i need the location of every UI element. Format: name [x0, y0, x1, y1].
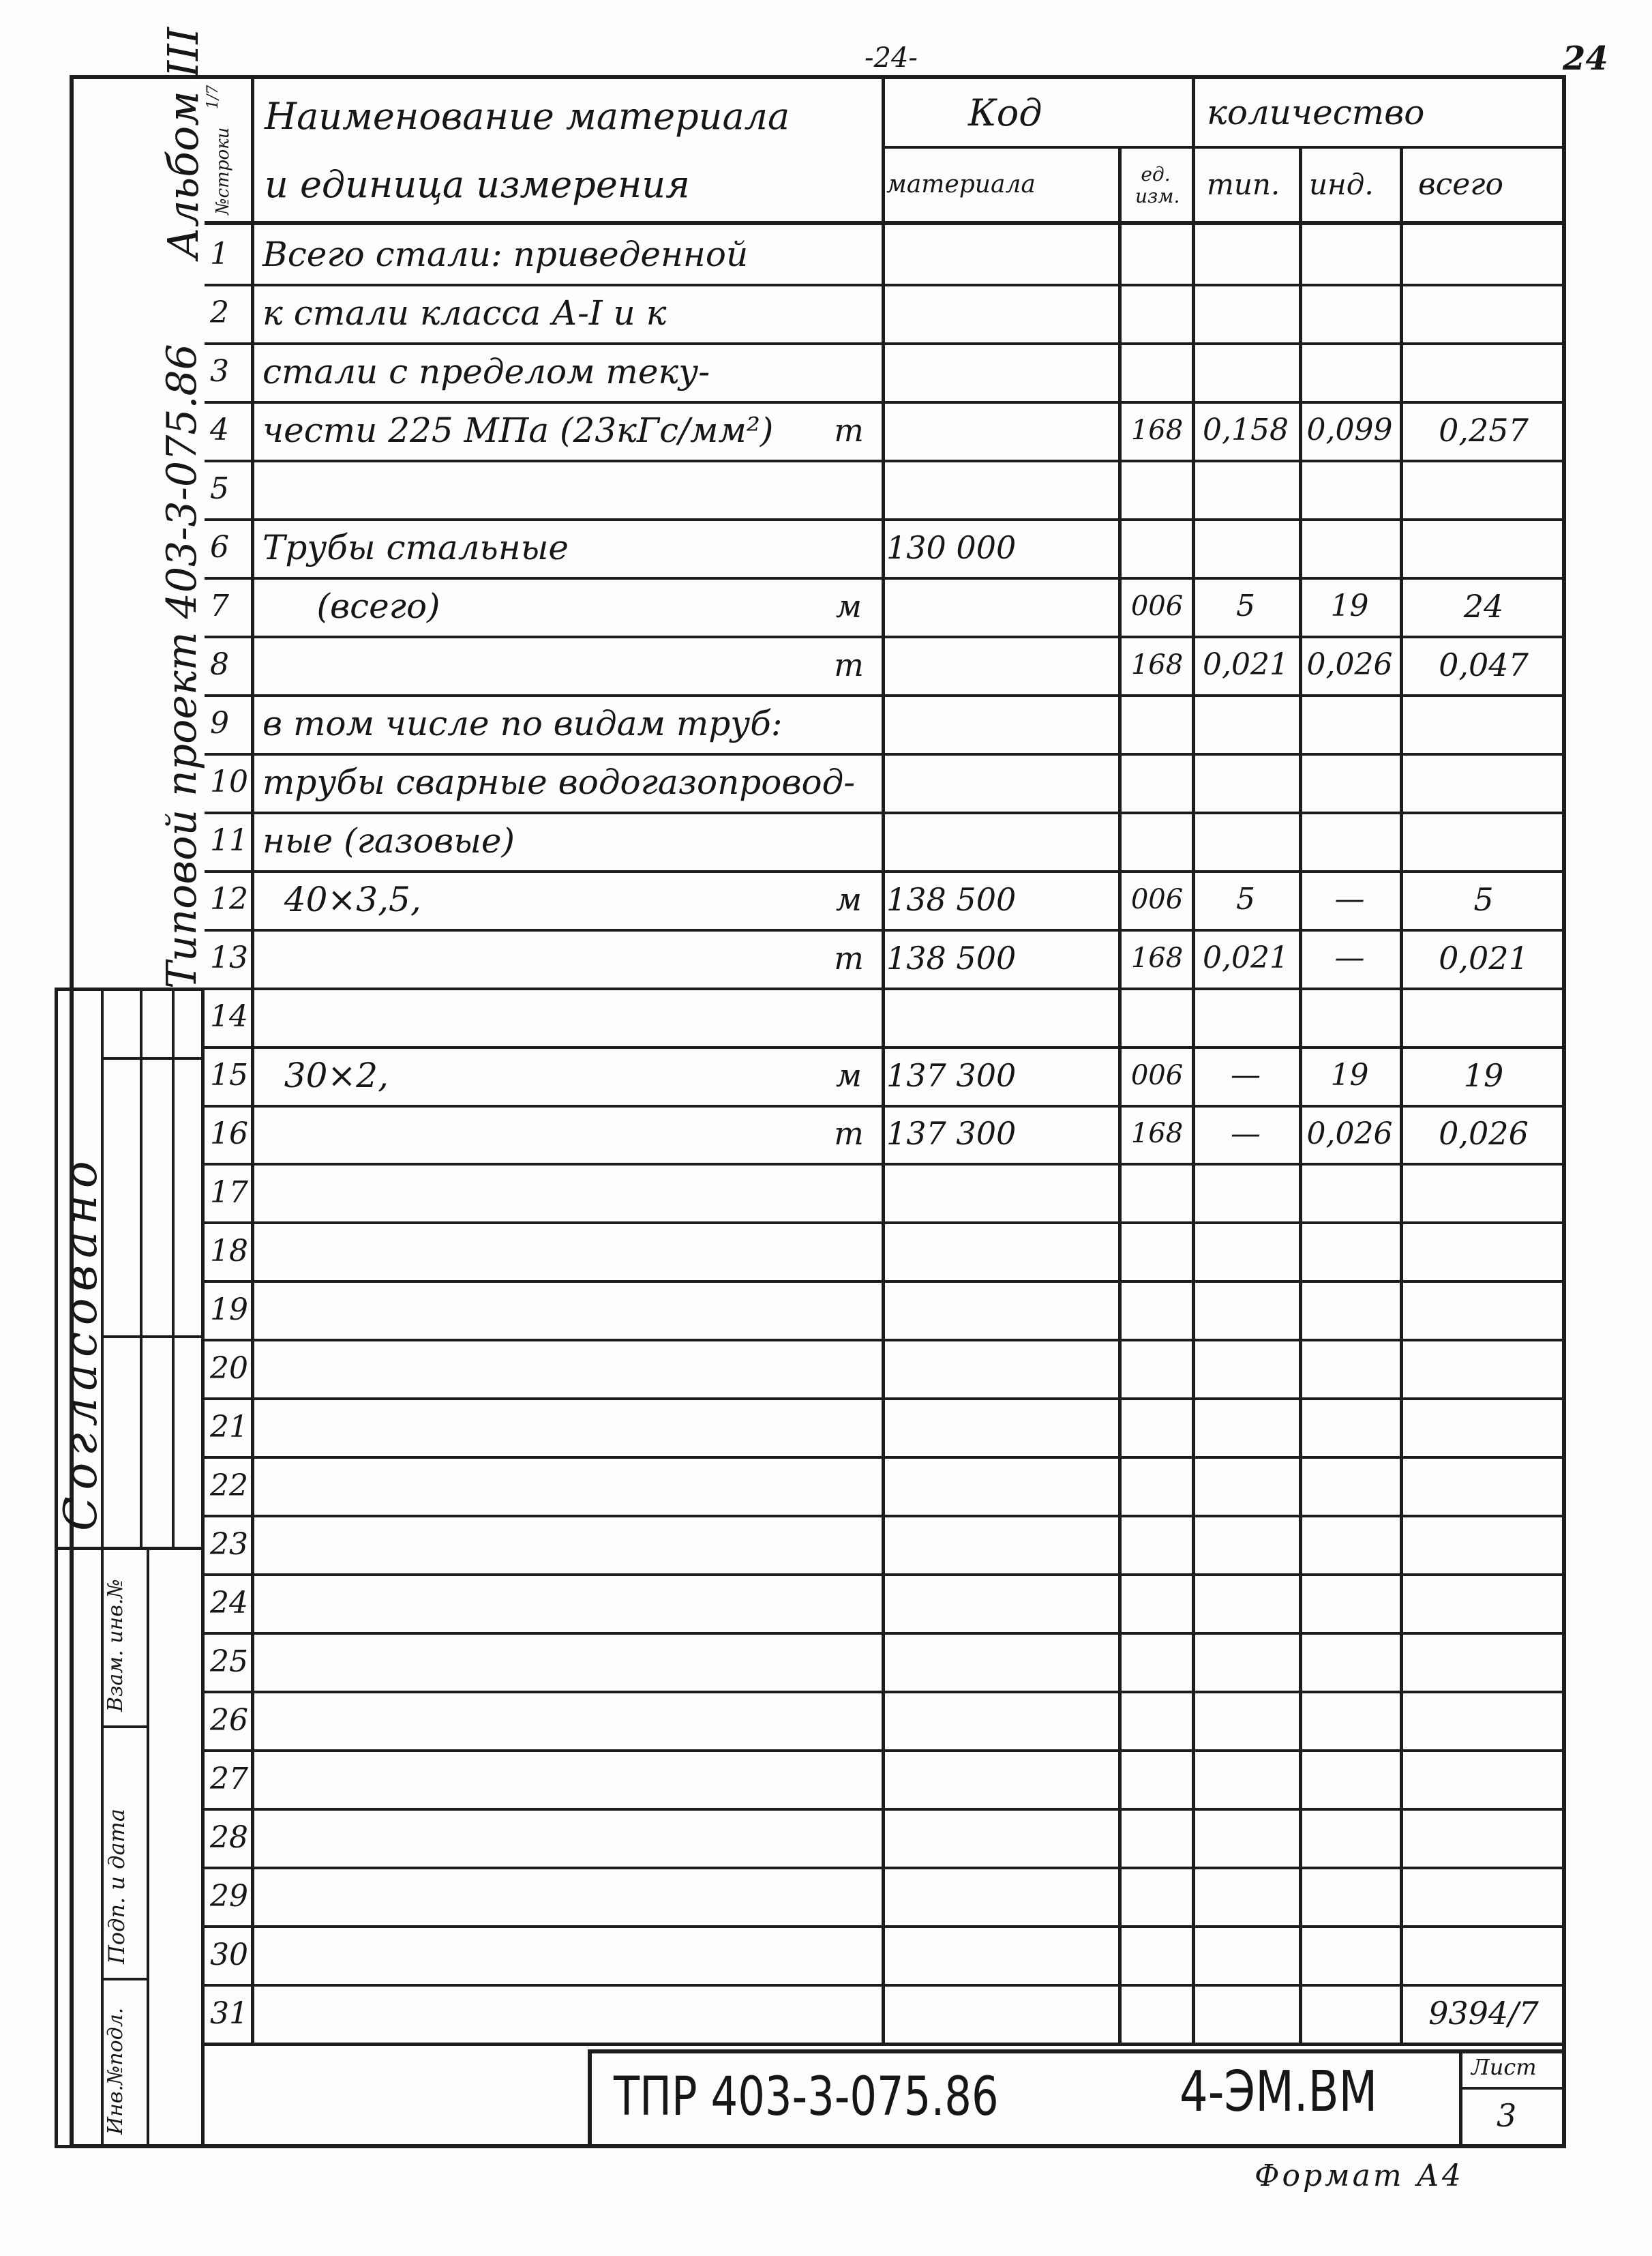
- header-q-typ: тип.: [1207, 167, 1280, 201]
- cell-code: [886, 1867, 1111, 1925]
- cell-unit: [818, 1808, 880, 1867]
- cell-code: 130 000: [886, 529, 1017, 566]
- cell-total: 5: [1473, 880, 1494, 918]
- stamp-inv-orig: Инв.№подл.: [104, 2007, 127, 2135]
- cell-total: [1403, 988, 1564, 1046]
- cell-unit: [818, 1984, 880, 2043]
- cell-ind: [1301, 988, 1398, 1046]
- cell-num: 31: [210, 1995, 248, 2031]
- cell-code: [886, 1925, 1111, 1984]
- cell-eu: [1124, 518, 1190, 577]
- cell-unit: [818, 1515, 880, 1573]
- doc-code: ТПР 403-3-075.86: [614, 2066, 999, 2128]
- cell-num: 26: [210, 1702, 248, 1738]
- cell-name: [262, 988, 822, 1046]
- cell-code: [886, 753, 1111, 812]
- cell-num: 4: [210, 413, 229, 448]
- cell-unit: [818, 342, 880, 401]
- cell-name: ные (газовые): [262, 820, 515, 861]
- cell-ind: [1301, 1163, 1398, 1221]
- cell-name: [262, 1749, 822, 1808]
- cell-unit: [818, 1749, 880, 1808]
- cell-num: 30: [210, 1937, 248, 1972]
- cell-total: [1403, 753, 1564, 812]
- cell-typ: [1195, 988, 1297, 1046]
- cell-num: 27: [210, 1761, 248, 1796]
- cell-total: [1403, 812, 1564, 870]
- cell-total: [1403, 1925, 1564, 1984]
- cell-ind: [1301, 1691, 1398, 1749]
- project-label: Типовой проект 403-3-075.86: [158, 344, 206, 989]
- cell-num: 9: [210, 706, 229, 741]
- cell-name: [262, 929, 822, 988]
- cell-total: [1403, 1573, 1564, 1632]
- cell-unit: т: [834, 646, 864, 683]
- cell-eu: [1124, 460, 1190, 518]
- cell-total: [1403, 1339, 1564, 1397]
- cell-eu: [1124, 812, 1190, 870]
- cell-unit: м: [835, 1056, 862, 1094]
- cell-typ: [1195, 1515, 1297, 1573]
- cell-num: 15: [210, 1058, 248, 1093]
- header-name-line1: Наименование материала: [265, 94, 790, 138]
- header-name-line2: и единица измерения: [265, 162, 690, 206]
- cell-typ: [1195, 1691, 1297, 1749]
- cell-ind: [1301, 812, 1398, 870]
- cell-eu: 006: [1130, 590, 1184, 622]
- cell-num: 25: [210, 1644, 248, 1679]
- cell-total: [1403, 1221, 1564, 1280]
- cell-code: [886, 1339, 1111, 1397]
- cell-num: 14: [210, 999, 248, 1035]
- cell-num: 10: [210, 765, 248, 800]
- cell-num: 23: [210, 1526, 248, 1562]
- cell-name: [262, 1456, 822, 1515]
- format-label: Формат А4: [1255, 2158, 1464, 2193]
- cell-unit: [818, 1280, 880, 1339]
- cell-eu: [1124, 988, 1190, 1046]
- cell-num: 20: [210, 1350, 248, 1386]
- cell-eu: [1124, 1221, 1190, 1280]
- cell-code: [886, 401, 1111, 460]
- cell-eu: [1124, 1867, 1190, 1925]
- cell-ind: [1301, 1280, 1398, 1339]
- cell-ind: [1301, 753, 1398, 812]
- cell-typ: [1195, 1749, 1297, 1808]
- cell-eu: [1124, 694, 1190, 753]
- cell-ind: [1301, 284, 1398, 342]
- cell-eu: [1124, 1397, 1190, 1456]
- cell-ind: 19: [1330, 1058, 1369, 1093]
- cell-ind: [1301, 1925, 1398, 1984]
- cell-typ: [1195, 694, 1297, 753]
- header-code-unit: [1122, 151, 1190, 220]
- cell-typ: [1195, 753, 1297, 812]
- cell-name: [262, 1984, 822, 2043]
- cell-unit: [818, 1163, 880, 1221]
- cell-name: [262, 1573, 822, 1632]
- cell-ind: 0,026: [1306, 1116, 1393, 1151]
- cell-num: 1: [210, 237, 229, 272]
- cell-ind: —: [1334, 940, 1365, 976]
- cell-ind: [1301, 1867, 1398, 1925]
- stamp-hline-1: [101, 1057, 205, 1060]
- cell-ind: [1301, 1808, 1398, 1867]
- cell-unit: [818, 1456, 880, 1515]
- cell-eu: [1124, 1515, 1190, 1573]
- cell-num: 8: [210, 647, 229, 683]
- table-body: [205, 225, 1566, 2043]
- cell-typ: —: [1231, 1058, 1261, 1093]
- cell-unit: [818, 812, 880, 870]
- cell-code: [886, 1573, 1111, 1632]
- stamp-hline-5: [101, 1978, 147, 1980]
- cell-typ: [1195, 518, 1297, 577]
- cell-typ: [1195, 225, 1297, 284]
- materials-table: [205, 75, 1566, 2043]
- cell-total: 24: [1463, 587, 1504, 625]
- cell-typ: [1195, 1925, 1297, 1984]
- page-number-corner: 24: [1563, 40, 1608, 78]
- cell-code: [886, 1808, 1111, 1867]
- cell-eu: [1124, 1691, 1190, 1749]
- cell-name: к стали класса А-I и к: [262, 293, 667, 333]
- cell-num: 28: [210, 1820, 248, 1855]
- cell-typ: 0,158: [1203, 413, 1289, 448]
- cell-name: [262, 1221, 822, 1280]
- cell-total: 9394/7: [1428, 1995, 1539, 2032]
- cell-unit: [818, 988, 880, 1046]
- cell-num: 2: [210, 295, 229, 331]
- header-q-ind: инд.: [1309, 167, 1374, 201]
- cell-num: 21: [210, 1409, 248, 1444]
- title-sheet-hline: [1459, 2087, 1566, 2090]
- cell-name: [262, 1867, 822, 1925]
- cell-code: [886, 460, 1111, 518]
- cell-num: 29: [210, 1878, 248, 1914]
- cell-total: 19: [1463, 1056, 1504, 1094]
- cell-name: Трубы стальные: [262, 527, 569, 567]
- cell-typ: [1195, 1984, 1297, 2043]
- cell-total: [1403, 1632, 1564, 1691]
- cell-name: [262, 1280, 822, 1339]
- cell-name: в том числе по видам труб:: [262, 703, 783, 743]
- cell-unit: [818, 1339, 880, 1397]
- sheet-number: 3: [1497, 2097, 1517, 2134]
- cell-typ: [1195, 342, 1297, 401]
- cell-ind: [1301, 342, 1398, 401]
- cell-eu: [1124, 225, 1190, 284]
- cell-num: 22: [210, 1468, 248, 1503]
- cell-typ: [1195, 1867, 1297, 1925]
- cell-eu: 168: [1130, 414, 1184, 446]
- cell-eu: [1124, 1632, 1190, 1691]
- cell-code: 138 500: [886, 880, 1017, 918]
- cell-code: 137 300: [886, 1115, 1017, 1153]
- cell-ind: [1301, 1456, 1398, 1515]
- cell-unit: [818, 518, 880, 577]
- cell-total: [1403, 1691, 1564, 1749]
- cell-typ: [1195, 1339, 1297, 1397]
- header-quantity: количество: [1207, 93, 1425, 132]
- cell-ind: [1301, 1749, 1398, 1808]
- header-q-total: всего: [1418, 166, 1504, 202]
- cell-code: [886, 1515, 1111, 1573]
- stamp-vline-4: [147, 1547, 149, 2148]
- title-sheet-vline: [1459, 2049, 1462, 2148]
- cell-typ: [1195, 1573, 1297, 1632]
- cell-num: 11: [210, 823, 248, 859]
- cell-name: [262, 1163, 822, 1221]
- cell-typ: [1195, 1397, 1297, 1456]
- cell-unit: [818, 460, 880, 518]
- cell-total: 0,026: [1439, 1115, 1529, 1153]
- cell-code: [886, 1984, 1111, 2043]
- cell-unit: [818, 1867, 880, 1925]
- cell-name: Всего стали: приведенной: [262, 234, 749, 274]
- cell-eu: 006: [1130, 1059, 1184, 1091]
- album-label: Альбом III: [158, 27, 208, 259]
- stamp-inv-replace: Взам. инв.№: [104, 1579, 127, 1712]
- cell-eu: [1124, 1456, 1190, 1515]
- cell-typ: [1195, 1163, 1297, 1221]
- stamp-sign-date: Подп. и дата: [104, 1809, 130, 1964]
- cell-ind: [1301, 1632, 1398, 1691]
- header-code: Код: [968, 91, 1042, 134]
- cell-unit: [818, 1632, 880, 1691]
- cell-code: 137 300: [886, 1056, 1017, 1094]
- cell-eu: [1124, 1573, 1190, 1632]
- cell-name: [262, 1515, 822, 1573]
- cell-name: трубы сварные водогазопровод-: [262, 762, 856, 802]
- cell-unit: [818, 225, 880, 284]
- cell-typ: [1195, 1808, 1297, 1867]
- cell-name: [262, 1105, 822, 1163]
- cell-num: 12: [210, 882, 248, 917]
- cell-code: [886, 694, 1111, 753]
- cell-total: [1403, 1808, 1564, 1867]
- cell-unit: [818, 1397, 880, 1456]
- cell-total: [1403, 518, 1564, 577]
- cell-total: [1403, 694, 1564, 753]
- sheet-label: Лист: [1471, 2054, 1537, 2080]
- cell-ind: 0,099: [1306, 413, 1393, 448]
- cell-code: [886, 577, 1111, 636]
- cell-typ: [1195, 1456, 1297, 1515]
- cell-name: [262, 1632, 822, 1691]
- stamp-hline-2: [101, 1335, 205, 1338]
- title-block-top-line: [205, 2043, 1566, 2046]
- cell-num: 19: [210, 1292, 248, 1327]
- cell-eu: 168: [1130, 942, 1184, 974]
- cell-unit: [818, 1925, 880, 1984]
- cell-unit: м: [835, 880, 862, 918]
- cell-ind: [1301, 1221, 1398, 1280]
- cell-code: [886, 988, 1111, 1046]
- cell-typ: —: [1231, 1116, 1261, 1151]
- cell-name: [262, 1925, 822, 1984]
- cell-eu: 006: [1130, 883, 1184, 915]
- cell-total: 0,257: [1439, 411, 1529, 449]
- cell-eu: [1124, 342, 1190, 401]
- header-code-unit-text: ед. изм.: [1135, 163, 1180, 207]
- cell-name: 40×3,5,: [262, 879, 421, 919]
- cell-total: [1403, 225, 1564, 284]
- cell-eu: 168: [1130, 1118, 1184, 1150]
- agreed-label: Согласовано: [55, 1154, 107, 1531]
- cell-total: [1403, 1397, 1564, 1456]
- cell-name: (всего): [262, 586, 440, 626]
- cell-typ: 0,021: [1203, 647, 1289, 683]
- cell-unit: [818, 694, 880, 753]
- cell-eu: [1124, 284, 1190, 342]
- stamp-vline-3: [172, 988, 175, 1547]
- cell-typ: [1195, 460, 1297, 518]
- cell-eu: [1124, 1749, 1190, 1808]
- cell-unit: [818, 1573, 880, 1632]
- cell-unit: т: [834, 939, 864, 977]
- cell-num: 16: [210, 1116, 248, 1151]
- cell-total: [1403, 1456, 1564, 1515]
- cell-typ: [1195, 1632, 1297, 1691]
- cell-total: [1403, 460, 1564, 518]
- cell-code: [886, 1280, 1111, 1339]
- cell-name: чести 225 МПа (23кГс/мм²): [262, 410, 774, 450]
- cell-ind: 0,026: [1306, 647, 1393, 683]
- cell-unit: [818, 753, 880, 812]
- cell-num: 7: [210, 589, 229, 624]
- sheet-code: 4-ЭМ.ВМ: [1180, 2060, 1378, 2124]
- cell-num: 17: [210, 1174, 248, 1210]
- cell-eu: [1124, 1808, 1190, 1867]
- cell-code: [886, 1632, 1111, 1691]
- stamp-hline-3: [55, 1547, 205, 1550]
- cell-eu: 168: [1130, 649, 1184, 681]
- cell-typ: 0,021: [1203, 940, 1289, 976]
- cell-code: [886, 636, 1111, 694]
- cell-num: 24: [210, 1585, 248, 1620]
- cell-ind: [1301, 694, 1398, 753]
- header-code-material: материала: [886, 170, 1036, 198]
- cell-unit: м: [835, 587, 862, 625]
- cell-name: [262, 1339, 822, 1397]
- cell-num: 18: [210, 1233, 248, 1268]
- cell-code: [886, 1691, 1111, 1749]
- cell-num: 3: [210, 354, 229, 389]
- cell-unit: т: [834, 1115, 864, 1153]
- cell-typ: [1195, 1280, 1297, 1339]
- cell-total: [1403, 284, 1564, 342]
- cell-unit: [818, 1691, 880, 1749]
- cell-name: стали с пределом теку-: [262, 351, 710, 391]
- cell-eu: [1124, 1984, 1190, 2043]
- cell-name: [262, 1808, 822, 1867]
- cell-total: [1403, 342, 1564, 401]
- cell-unit: [818, 1221, 880, 1280]
- cell-code: [886, 1397, 1111, 1456]
- header-col-num: №строки: [213, 127, 233, 215]
- cell-total: [1403, 1280, 1564, 1339]
- cell-total: [1403, 1867, 1564, 1925]
- cell-eu: [1124, 1280, 1190, 1339]
- cell-total: 0,021: [1439, 939, 1529, 977]
- cell-typ: 5: [1236, 882, 1255, 917]
- cell-name: [262, 1397, 822, 1456]
- cell-total: 0,047: [1439, 646, 1529, 683]
- cell-num: 13: [210, 940, 248, 976]
- cell-ind: [1301, 518, 1398, 577]
- cell-code: [886, 1163, 1111, 1221]
- cell-ind: [1301, 1339, 1398, 1397]
- stamp-vline-2: [140, 988, 142, 1547]
- cell-num: 6: [210, 530, 229, 565]
- cell-ind: [1301, 460, 1398, 518]
- stamp-hline-4: [101, 1725, 147, 1728]
- cell-eu: [1124, 753, 1190, 812]
- cell-ind: [1301, 1397, 1398, 1456]
- cell-typ: [1195, 284, 1297, 342]
- cell-ind: [1301, 1984, 1398, 2043]
- cell-ind: [1301, 1573, 1398, 1632]
- cell-ind: —: [1334, 882, 1365, 917]
- cell-code: 138 500: [886, 939, 1017, 977]
- cell-unit: т: [834, 411, 864, 449]
- cell-name: [262, 1691, 822, 1749]
- cell-num: 5: [210, 471, 229, 507]
- cell-total: [1403, 1749, 1564, 1808]
- cell-code: [886, 342, 1111, 401]
- cell-name: [262, 636, 822, 694]
- cell-name: 30×2,: [262, 1055, 389, 1095]
- cell-code: [886, 1221, 1111, 1280]
- cell-unit: [818, 284, 880, 342]
- page-number-top: -24-: [865, 42, 918, 74]
- cell-typ: 5: [1236, 589, 1255, 624]
- cell-code: [886, 1456, 1111, 1515]
- cell-eu: [1124, 1163, 1190, 1221]
- cell-typ: [1195, 812, 1297, 870]
- cell-typ: [1195, 1221, 1297, 1280]
- cell-ind: 19: [1330, 589, 1369, 624]
- cell-total: [1403, 1163, 1564, 1221]
- cell-code: [886, 1749, 1111, 1808]
- header-sub-line: [882, 146, 1566, 149]
- cell-name: [262, 460, 822, 518]
- cell-code: [886, 812, 1111, 870]
- cell-ind: [1301, 225, 1398, 284]
- cell-eu: [1124, 1339, 1190, 1397]
- album-small: 1/7: [205, 85, 222, 109]
- cell-eu: [1124, 1925, 1190, 1984]
- cell-total: [1403, 1515, 1564, 1573]
- cell-code: [886, 225, 1111, 284]
- cell-ind: [1301, 1515, 1398, 1573]
- cell-code: [886, 284, 1111, 342]
